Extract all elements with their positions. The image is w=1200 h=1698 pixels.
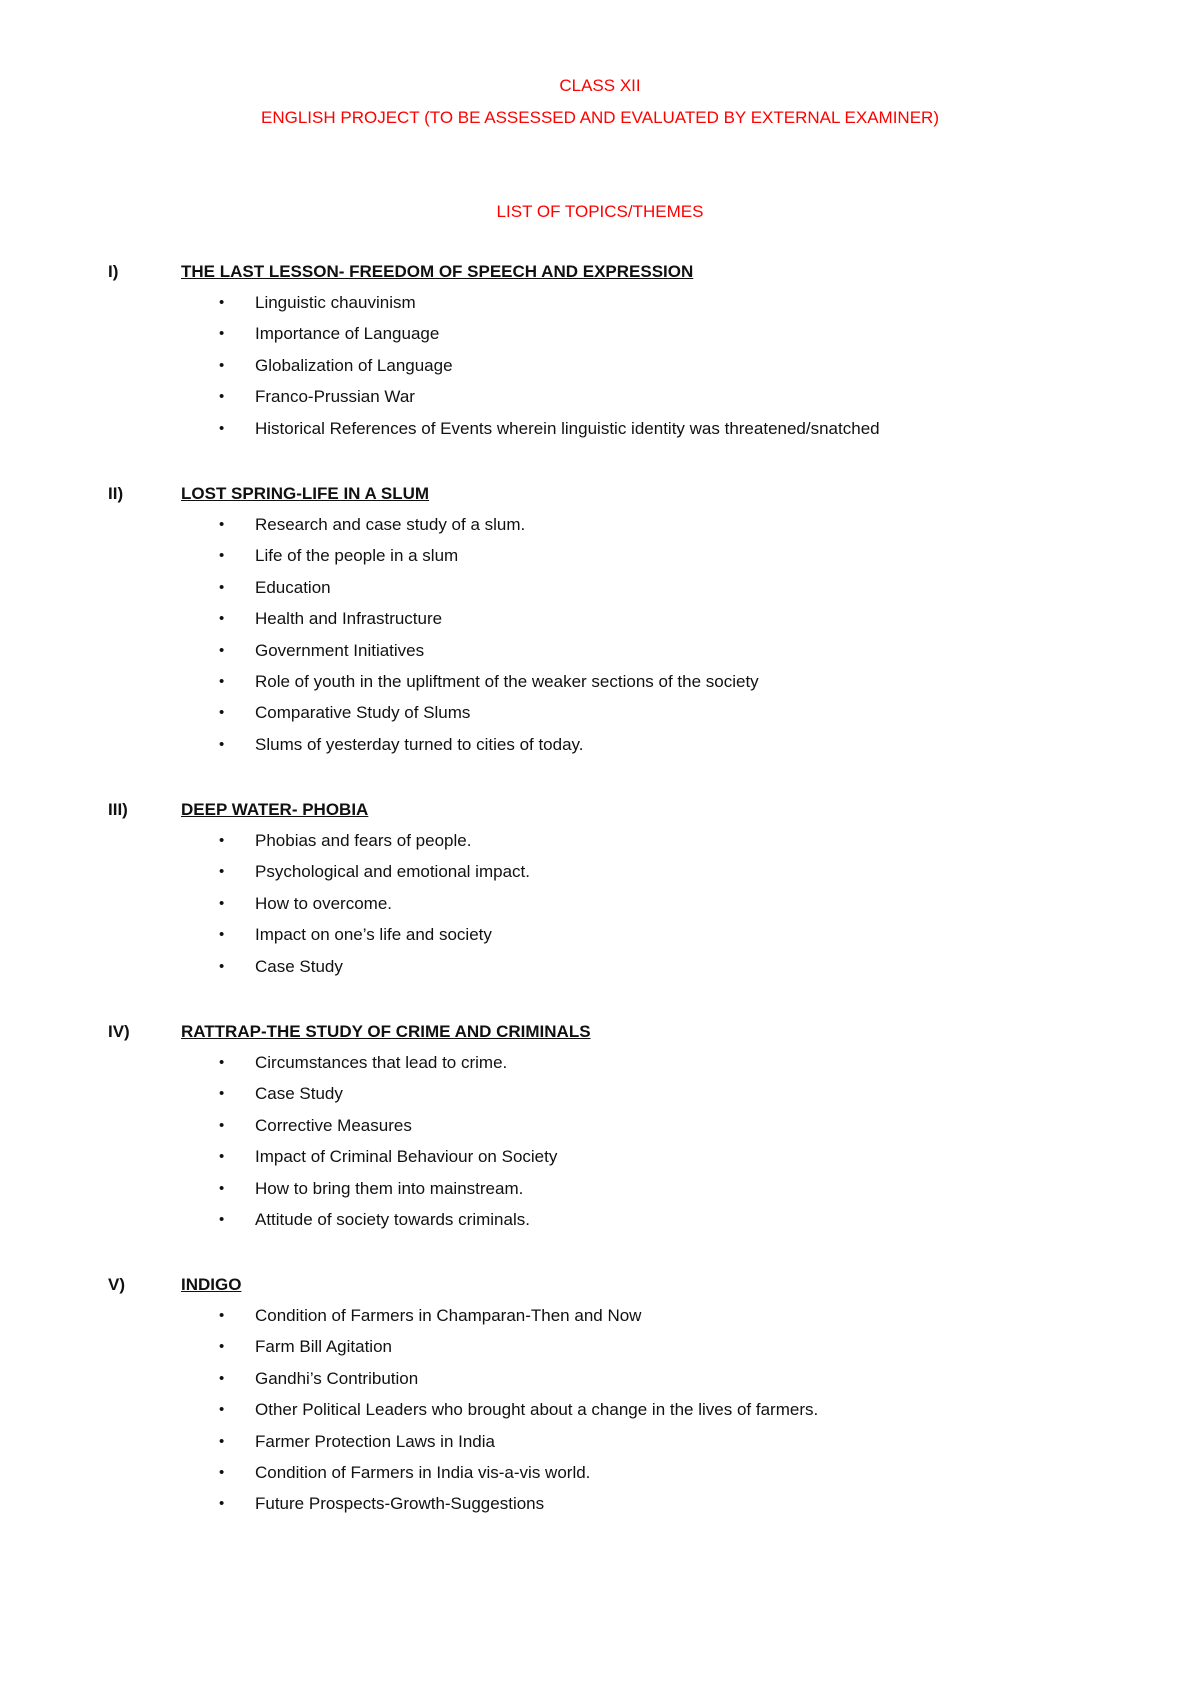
project-title: ENGLISH PROJECT (TO BE ASSESSED AND EVALUATED BY EXTERNAL EXAMINER) (261, 108, 939, 127)
section-number: I) (108, 262, 119, 281)
class-title: CLASS XII (559, 76, 641, 95)
list-item-text: How to overcome. (255, 893, 392, 913)
bullet-icon: • (219, 1432, 225, 1450)
bullet-icon: • (219, 356, 225, 374)
list-item-text: Farmer Protection Laws in India (255, 1431, 495, 1451)
bullet-icon: • (219, 894, 225, 912)
list-item-text: Government Initiatives (255, 640, 425, 660)
bullet-icon: • (219, 1210, 225, 1228)
list-item-text: Comparative Study of Slums (255, 703, 471, 723)
bullet-icon: • (219, 1401, 225, 1419)
list-item-text: Case Study (255, 1084, 343, 1104)
section-title: THE LAST LESSON- FREEDOM OF SPEECH AND EXPRESSION (181, 262, 694, 281)
list-item-text: Case Study (255, 956, 343, 976)
bullet-icon: • (219, 704, 225, 722)
bullet-icon: • (219, 735, 225, 753)
bullet-icon: • (219, 419, 225, 437)
list-item-text: Farm Bill Agitation (255, 1337, 392, 1357)
list-item-text: Impact on one’s life and society (255, 925, 492, 945)
list-item-text: Corrective Measures (255, 1115, 412, 1135)
bullet-icon: • (219, 325, 225, 343)
list-item-text: Linguistic chauvinism (255, 293, 416, 312)
list-item-text: Slums of yesterday turned to cities of today. (255, 734, 584, 754)
list-item-text: Research and case study of a slum. (255, 515, 526, 534)
bullet-icon: • (219, 957, 225, 975)
bullet-icon: • (219, 863, 225, 881)
list-item-text: Attitude of society towards criminals. (255, 1209, 530, 1229)
section-title: INDIGO (181, 1275, 242, 1294)
list-item-text: Psychological and emotional impact. (255, 862, 530, 882)
bullet-icon: • (219, 832, 225, 849)
bullet-icon: • (219, 1116, 225, 1134)
section-number: IV) (108, 1022, 130, 1041)
section-number: II) (108, 484, 124, 503)
bullet-icon: • (219, 578, 225, 596)
bullet-icon: • (219, 1148, 225, 1166)
bullet-icon: • (219, 926, 225, 944)
bullet-icon: • (219, 294, 225, 311)
list-item-text: Education (255, 577, 331, 597)
section-title: DEEP WATER- PHOBIA (181, 800, 369, 819)
section-title: LOST SPRING-LIFE IN A SLUM (181, 484, 430, 503)
list-item-text: Franco-Prussian War (255, 387, 415, 407)
section-number: V) (108, 1275, 125, 1294)
bullet-icon: • (219, 1179, 225, 1197)
list-item-text: How to bring them into mainstream. (255, 1178, 524, 1198)
list-title: LIST OF TOPICS/THEMES (496, 202, 704, 221)
list-item-text: Condition of Farmers in India vis-a-vis world. (255, 1462, 591, 1482)
section-title: RATTRAP-THE STUDY OF CRIME AND CRIMINALS (181, 1022, 591, 1041)
bullet-icon: • (219, 1307, 225, 1324)
list-item-text: Globalization of Language (255, 355, 453, 375)
section-number: III) (108, 800, 128, 819)
bullet-icon: • (219, 1369, 225, 1387)
bullet-icon: • (219, 672, 225, 690)
bullet-icon: • (219, 1085, 225, 1103)
bullet-icon: • (219, 516, 225, 533)
bullet-icon: • (219, 1054, 225, 1071)
list-item-text: Importance of Language (255, 324, 440, 344)
list-item-text: Circumstances that lead to crime. (255, 1053, 508, 1072)
list-item-text: Other Political Leaders who brought about a change in the lives of farmers. (255, 1400, 819, 1420)
bullet-icon: • (219, 1495, 225, 1513)
bullet-icon: • (219, 610, 225, 628)
bullet-icon: • (219, 641, 225, 659)
bullet-icon: • (219, 1463, 225, 1481)
bullet-icon: • (219, 1338, 225, 1356)
list-item-text: Future Prospects-Growth-Suggestions (255, 1494, 545, 1514)
list-item-text: Phobias and fears of people. (255, 831, 472, 850)
bullet-icon: • (219, 388, 225, 406)
list-item-text: Historical References of Events wherein linguistic identity was threatened/snatched (255, 418, 880, 438)
list-item-text: Gandhi’s Contribution (255, 1368, 419, 1388)
list-item-text: Health and Infrastructure (255, 609, 443, 629)
list-item-text: Impact of Criminal Behaviour on Society (255, 1147, 558, 1167)
list-item-text: Role of youth in the upliftment of the weaker sections of the society (255, 671, 759, 691)
list-item-text: Life of the people in a slum (255, 546, 459, 566)
bullet-icon: • (219, 547, 225, 565)
list-item-text: Condition of Farmers in Champaran-Then and Now (255, 1306, 642, 1325)
